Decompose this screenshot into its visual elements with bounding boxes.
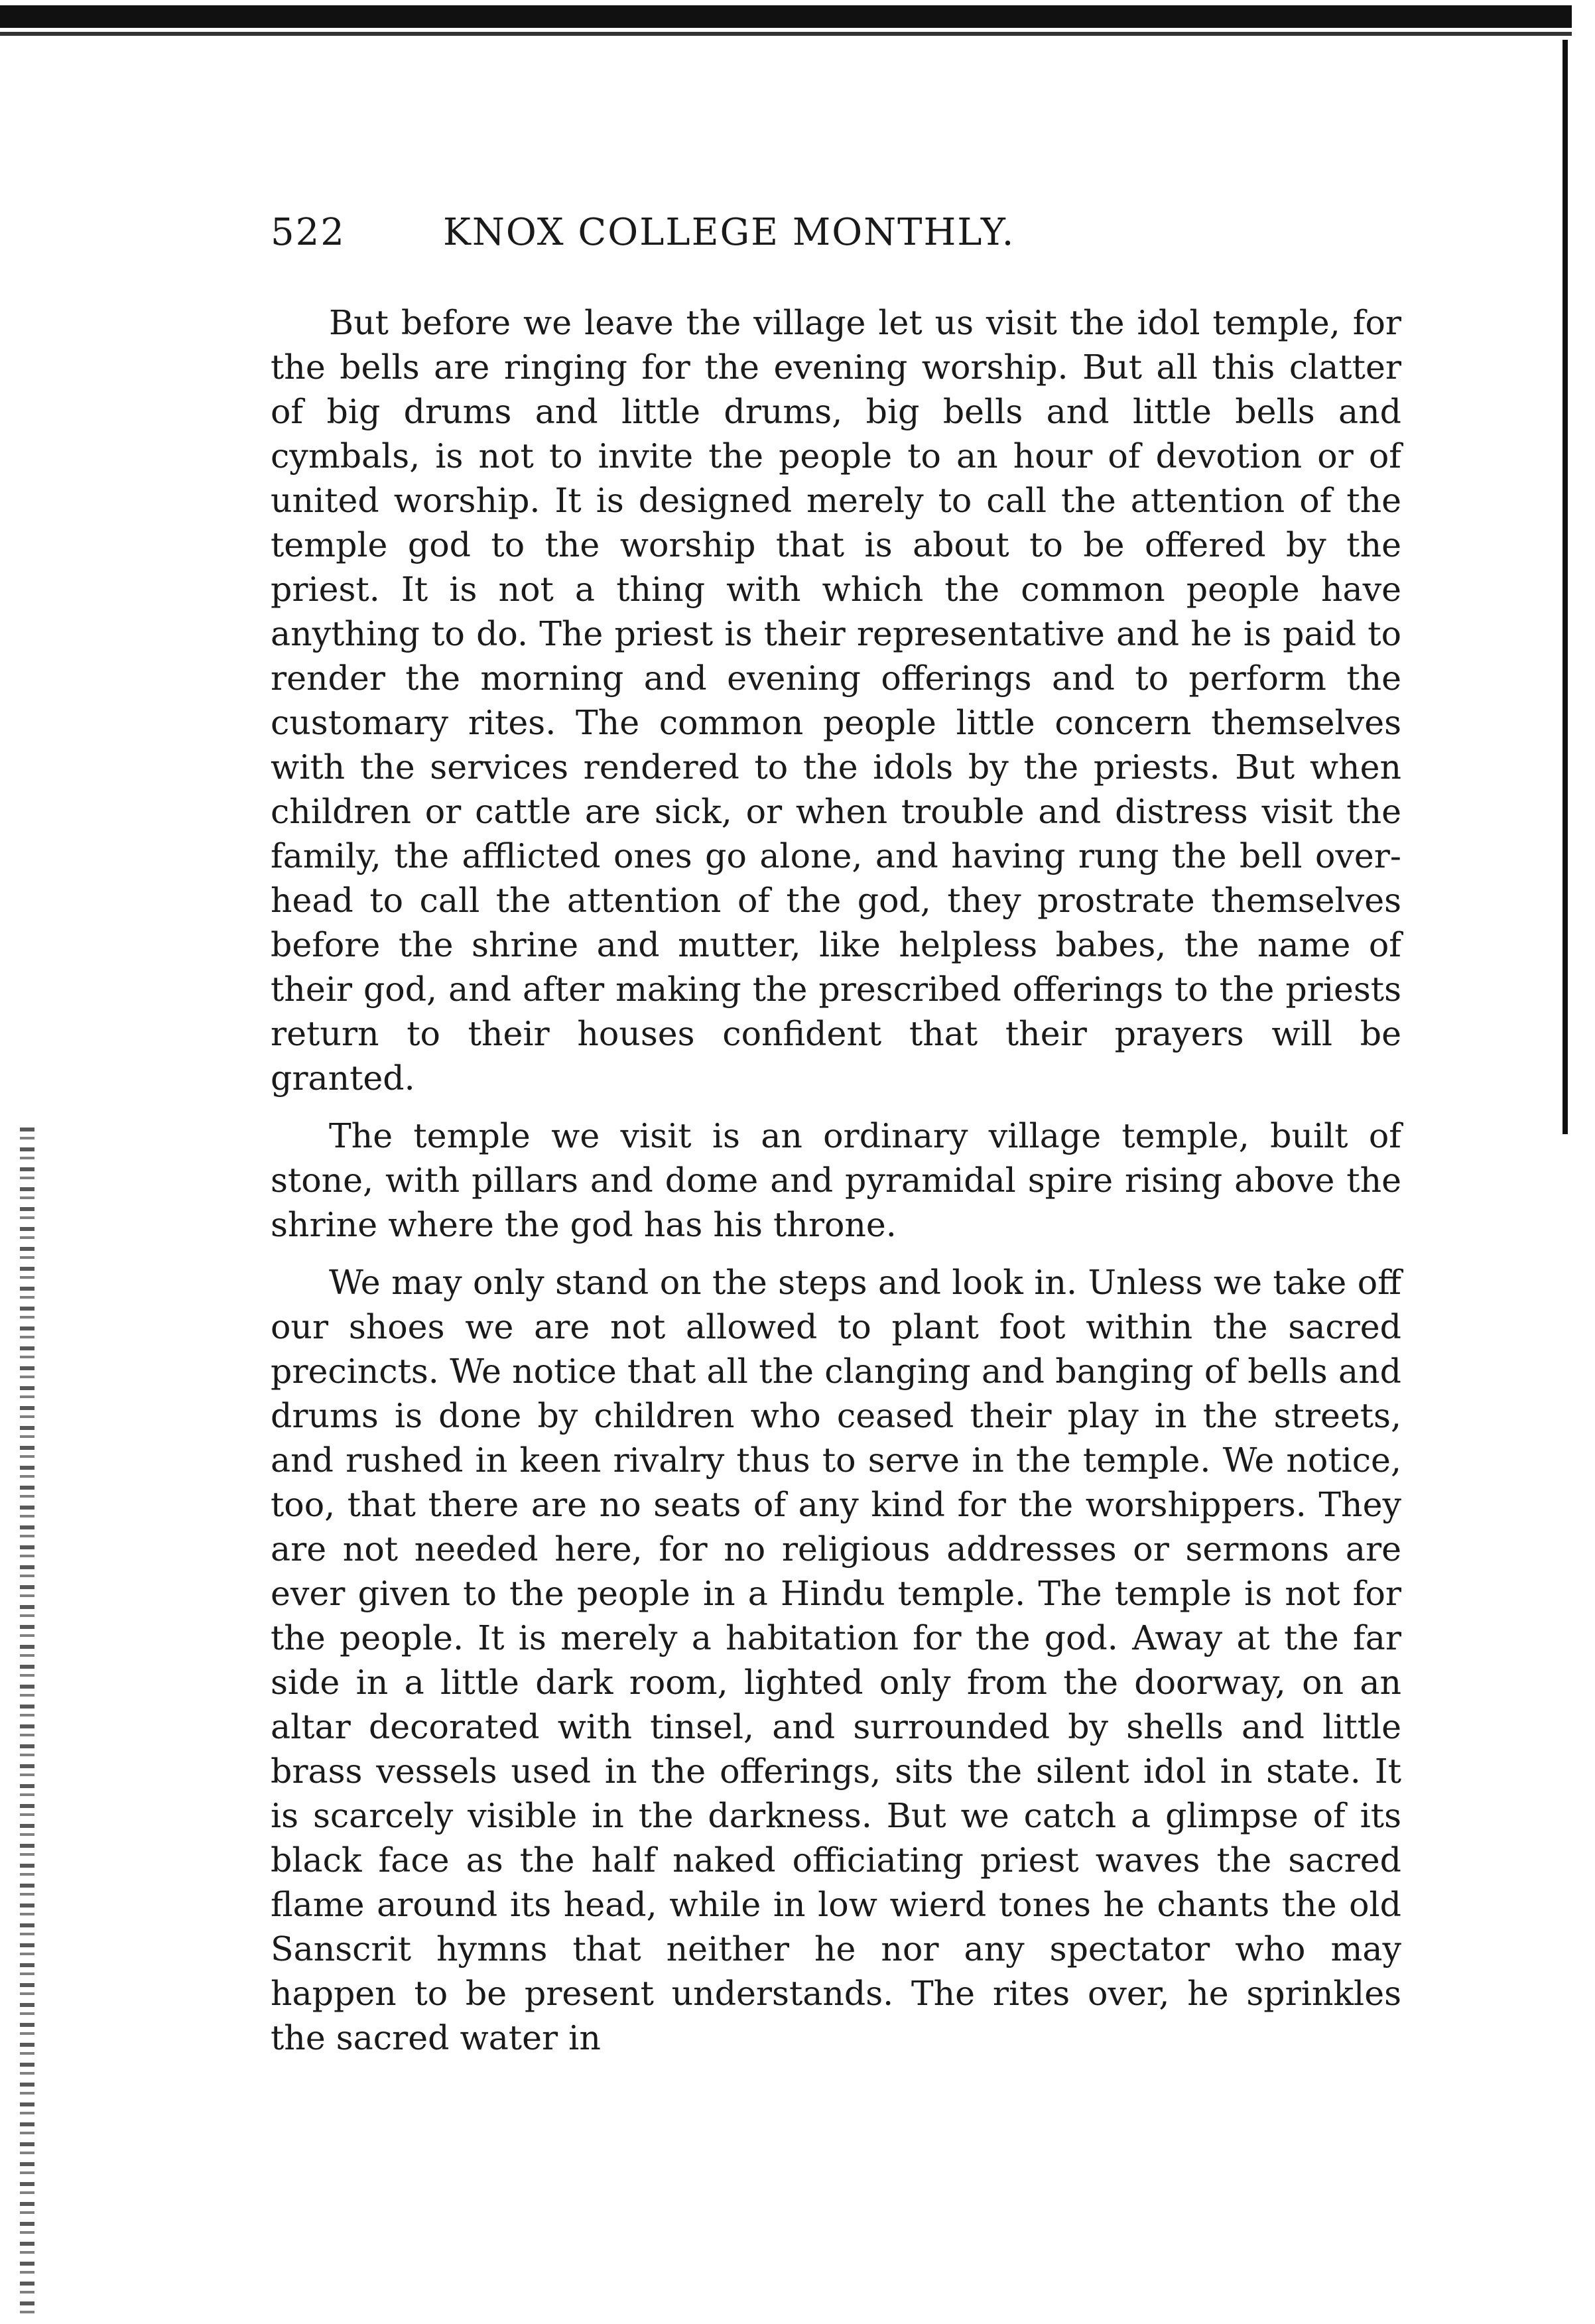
scan-top-rule	[0, 5, 1572, 28]
paragraph-temple-steps: We may only stand on the steps and look in. Unless we take off our shoes we are not allowed to plant foot within the sacred precincts. We notice that all the clanging and banging of bells and drums is done by children who ceased their play in the streets, and rushed in keen rivalry thus to serve in the temple. We notice, too, that there are no seats of any kind for the worshippers. They are not needed here, for no religious addresses or sermons are ever given to the people in a Hindu temple. The temple is not for the people. It is merely a habitation for the god. Away at the far side in a little dark room, lighted only from the doorway, on an altar decorated with tinsel, and surrounded by shells and little brass vessels used in the offerings, sits the silent idol in state. It is scarcely visible in the darkness. But we catch a glimpse of its black face as the half naked officiating priest waves the sacred flame around its head, while in low wierd tones he chants the old Sanscrit hymns that neither he nor any spectator who may happen to be present understands. The rites over, he sprinkles the sacred water in	[271, 1263, 1401, 2057]
scan-right-border	[1563, 40, 1568, 1134]
running-head	[271, 211, 1401, 254]
journal-title: KNOX COLLEGE MONTHLY.	[443, 211, 1015, 254]
page-number: 522	[271, 211, 346, 254]
paragraph-village-temple: The temple we visit is an ordinary village temple, built of stone, with pillars and dome and pyramidal spire rising above the shrine where the god has his throne.	[271, 1116, 1401, 1244]
page-content	[271, 211, 1401, 2060]
paragraph-idol-temple: But before we leave the village let us visit the idol temple, for the bells are ringing for the evening worship. But all this clatter of big drums and little drums, big bells and little bells and cymbals, is not to invite the people to an hour of devotion or of united worship. It is designed merely to call the attention of the temple god to the worship that is about to be offered by the priest. It is not a thing with which the common people have anything to do. The priest is their representative and he is paid to render the morning and evening offerings and to perform the customary rites. The common people little concern themselves with the services rendered to the idols by the priests. But when children or cattle are sick, or when trouble and distress visit the family, the afflicted ones go alone, and having rung the bell overhead to call the attention of the god, they prostrate themselves before the shrine and mutter, like helpless babes, the name of their god, and after making the prescribed offerings to the priests return to their houses confident that their prayers will be granted.	[271, 303, 1401, 1098]
scan-top-rule-thin	[0, 32, 1572, 36]
scan-left-gutter-marks	[20, 1128, 34, 2321]
article-body	[271, 300, 1401, 2060]
